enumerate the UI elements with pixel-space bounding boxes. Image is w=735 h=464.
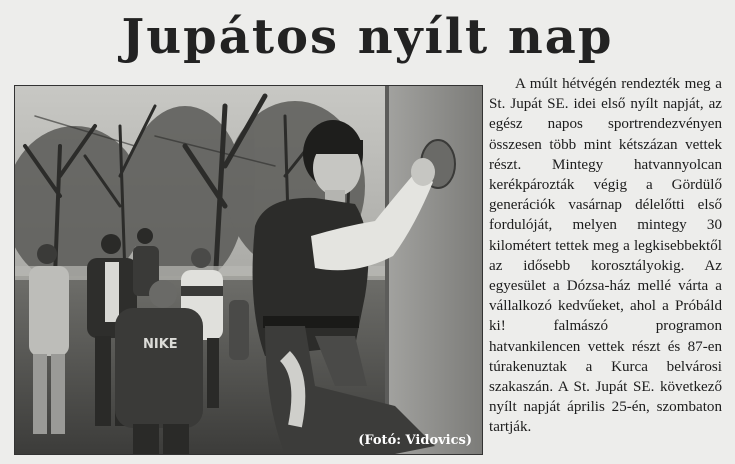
photo-credit: (Fotó: Vidovics) <box>358 433 472 448</box>
headline: Jupátos nyílt nap <box>121 9 614 65</box>
article-body: A múlt hétvégén rendezték meg a St. Jupát SE. idei első nyílt napját, az egész napos sportrendezvényen összesen több mint kétszázan vettek részt. Mintegy hatvannyolcan kerékpározták végig a Gördülő generációk vasárnap délelőtti első fordulóját, melyen mintegy 30 kilométert tettek meg a legkisebbektől az idősebb korosztályokig. Az egyesület a Dózsa-ház mellé várta a vállalkozó kedvűeket, ahol a Próbáld ki! falmászó programon hatvankilencen vettek részt és 87-en túrakenuztak a Kurca belvárosi szakaszán. A St. Jupát SE. következő nyílt napját április 25-én, szombaton tartják. <box>489 76 722 436</box>
shirt-logo: NIKE <box>143 337 178 352</box>
climbing-wall-photo <box>15 86 482 454</box>
news-photo <box>14 85 483 455</box>
